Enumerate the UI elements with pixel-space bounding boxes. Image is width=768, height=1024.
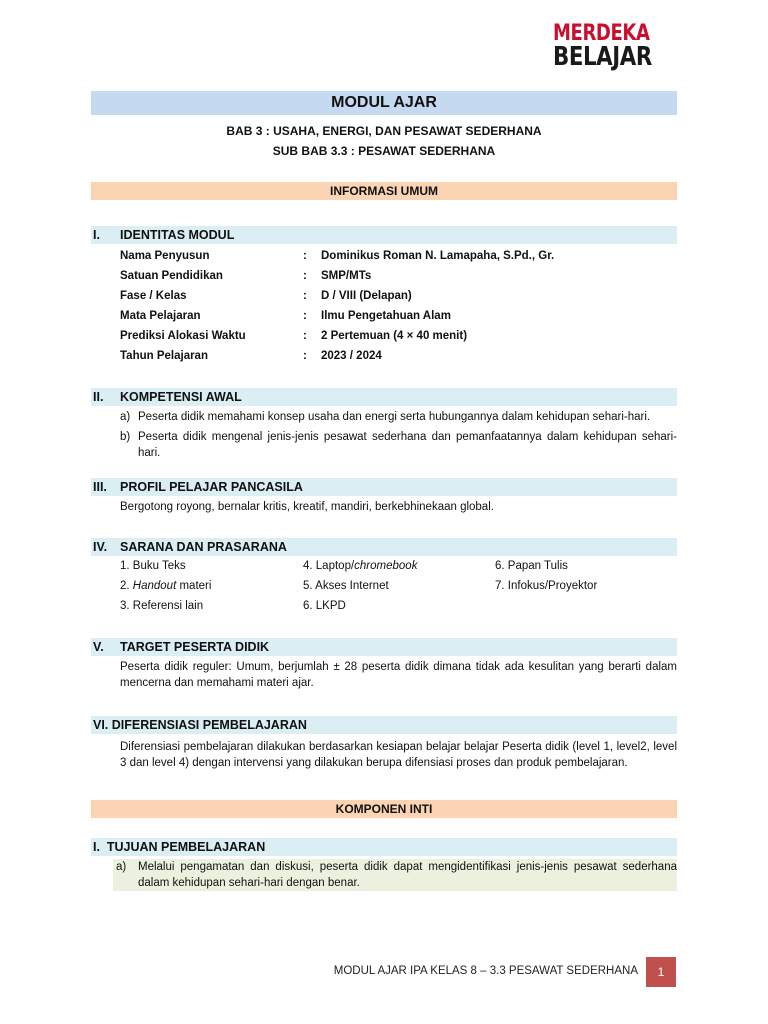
colon: :: [303, 330, 307, 342]
identitas-row: [91, 346, 677, 366]
section-number: II.: [93, 390, 104, 404]
colon: :: [303, 290, 307, 302]
profil-text: Bergotong royong, bernalar kritis, kreatif, mandiri, berkebhinekaan global.: [120, 501, 494, 513]
section-title: KOMPETENSI AWAL: [120, 390, 242, 404]
identitas-label: Nama Penyusun: [120, 250, 210, 262]
page-title: MODUL AJAR: [91, 91, 677, 115]
identitas-value: Dominikus Roman N. Lamapaha, S.Pd., Gr.: [321, 250, 555, 262]
sarana-item-text: 4. Laptop/: [303, 560, 355, 572]
list-marker: a): [120, 411, 131, 423]
sarana-item-italic: chromebook: [354, 560, 418, 572]
list-text: Peserta didik memahami konsep usaha dan energi serta hubungannya dalam kehidupan sehari-hari.: [138, 411, 651, 423]
section-title: SARANA DAN PRASARANA: [120, 540, 287, 554]
list-marker: a): [116, 861, 127, 873]
section-title: VI. DIFERENSIASI PEMBELAJARAN: [93, 718, 307, 732]
identitas-label: Fase / Kelas: [120, 290, 187, 302]
identitas-value: SMP/MTs: [321, 270, 372, 282]
identitas-row: [91, 246, 677, 266]
list-text: Melalui pengamatan dan diskusi, peserta didik dapat mengidentifikasi jenis-jenis pesawat sederhana dalam kehidupan sehari-hari dengan benar.: [138, 861, 677, 889]
identitas-row: [91, 286, 677, 306]
sarana-item: 6. Papan Tulis: [495, 560, 568, 572]
sarana-item: [120, 576, 303, 596]
identitas-value: 2023 / 2024: [321, 350, 382, 362]
identitas-row: [91, 326, 677, 346]
logo-line-2: BELAJAR: [553, 41, 653, 72]
info-umum-band: INFORMASI UMUM: [91, 182, 677, 200]
subchapter-title: SUB BAB 3.3 : PESAWAT SEDERHANA: [272, 144, 496, 158]
colon: :: [303, 310, 307, 322]
list-text: Peserta didik mengenal jenis-jenis pesawat sederhana dan pemanfaatannya dalam kehidupan sehari-hari.: [138, 431, 677, 459]
section-title: TARGET PESERTA DIDIK: [120, 640, 270, 654]
list-item: [120, 409, 677, 425]
identitas-value: 2 Pertemuan (4 × 40 menit): [321, 330, 468, 342]
section-diferensiasi-heading: [91, 716, 677, 734]
merdeka-belajar-logo: [553, 21, 674, 72]
sarana-grid: [91, 556, 677, 616]
colon: :: [303, 250, 307, 262]
section-title: PROFIL PELAJAR PANCASILA: [120, 480, 303, 494]
identitas-label: Mata Pelajaran: [120, 310, 201, 322]
section-title: IDENTITAS MODUL: [120, 228, 235, 242]
kompetensi-list: [91, 409, 677, 461]
sarana-item-text: materi: [176, 580, 212, 592]
identitas-table: [91, 246, 677, 366]
list-item: [120, 429, 677, 461]
identitas-label: Tahun Pelajaran: [120, 350, 208, 362]
komponen-inti-band: KOMPONEN INTI: [91, 800, 677, 818]
sarana-item: 5. Akses Internet: [303, 580, 389, 592]
sarana-empty: [495, 596, 677, 616]
page-footer: [0, 957, 768, 987]
sarana-item: [303, 556, 495, 576]
list-marker: b): [120, 431, 131, 443]
sarana-item-italic: Handout: [132, 580, 177, 592]
target-text: Peserta didik reguler: Umum, berjumlah ± 28 peserta didik dimana tidak ada kesulitan yang berarti dalam mencerna dan memahami materi ajar.: [120, 661, 677, 689]
identitas-label: Prediksi Alokasi Waktu: [120, 330, 246, 342]
identitas-value: Ilmu Pengetahuan Alam: [321, 310, 451, 322]
sarana-item-text: 2.: [120, 580, 133, 592]
chapter-title: BAB 3 : USAHA, ENERGI, DAN PESAWAT SEDERHANA: [226, 124, 542, 138]
section-tujuan-heading: [91, 838, 677, 856]
identitas-row: [91, 266, 677, 286]
section-target-heading: [91, 638, 677, 656]
section-number: V.: [93, 640, 104, 654]
sarana-item: 7. Infokus/Proyektor: [495, 580, 598, 592]
footer-text: MODUL AJAR IPA KELAS 8 – 3.3 PESAWAT SEDERHANA: [333, 965, 638, 977]
page-number-badge: 1: [646, 957, 676, 987]
section-identitas-heading: [91, 226, 677, 244]
logo-line-1: MERDEKA: [553, 21, 650, 46]
sarana-item: 6. LKPD: [303, 600, 346, 612]
identitas-row: [91, 306, 677, 326]
colon: :: [303, 350, 307, 362]
section-number: IV.: [93, 540, 108, 554]
section-kompetensi-heading: [91, 388, 677, 406]
section-number: III.: [93, 480, 107, 494]
section-title: I. TUJUAN PEMBELAJARAN: [93, 840, 266, 854]
document-body: [91, 91, 677, 891]
section-sarana-heading: [91, 538, 677, 556]
identitas-label: Satuan Pendidikan: [120, 270, 223, 282]
sarana-item: 1. Buku Teks: [120, 560, 186, 572]
sarana-item: 3. Referensi lain: [120, 600, 204, 612]
identitas-value: D / VIII (Delapan): [321, 290, 412, 302]
colon: :: [303, 270, 307, 282]
section-number: I.: [93, 228, 100, 242]
tujuan-item: [113, 859, 677, 891]
section-profil-heading: [91, 478, 677, 496]
diferensiasi-text: Diferensiasi pembelajaran dilakukan berdasarkan kesiapan belajar belajar Peserta didik (level 1, level2, level 3 dan level 4) dengan intervensi yang dilakukan berupa difensiasi proses dan produk pembelajaran.: [120, 741, 677, 769]
